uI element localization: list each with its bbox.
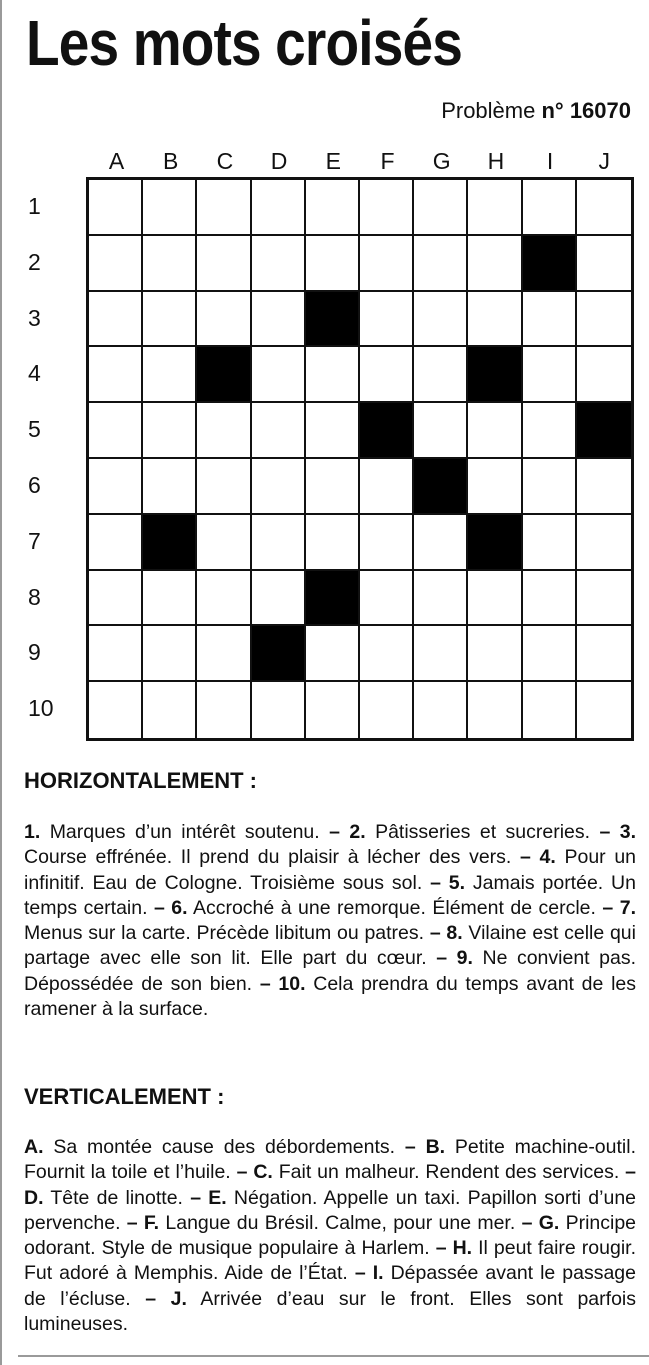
grid-cell[interactable]	[360, 626, 414, 682]
grid-cell[interactable]	[468, 292, 522, 348]
grid-cell[interactable]	[197, 459, 251, 515]
column-label: B	[163, 148, 179, 174]
clue-text: Négation. Appelle un taxi. Papillon sorti d’une pervenche.	[24, 1186, 637, 1234]
grid-cell[interactable]	[306, 682, 360, 738]
row-label: 2	[28, 248, 41, 275]
clue-text: Accroché à une remorque. Élément de cercle.	[192, 896, 596, 919]
grid-cell[interactable]	[577, 682, 631, 738]
clue-number: – C.	[236, 1161, 273, 1184]
grid-cell[interactable]	[252, 682, 306, 738]
row-label: 8	[28, 583, 41, 610]
grid-cell[interactable]	[577, 459, 631, 515]
vertical-clues	[24, 1135, 636, 1337]
grid-cell[interactable]	[468, 571, 522, 627]
grid-cell[interactable]	[252, 403, 306, 459]
grid-cell[interactable]	[523, 682, 577, 738]
grid-cell[interactable]	[577, 626, 631, 682]
grid-cell[interactable]	[252, 236, 306, 292]
black-cell	[468, 515, 522, 571]
grid-cell[interactable]	[252, 515, 306, 571]
clue-number: – 2.	[329, 821, 366, 843]
black-cell	[468, 347, 522, 403]
grid-cell[interactable]	[197, 236, 251, 292]
grid-cell[interactable]	[523, 571, 577, 627]
clue-text: Tête de linotte.	[50, 1186, 183, 1209]
clue-text: Vilaine est celle qui partage avec elle son lit. Elle part du cœur.	[24, 922, 636, 970]
grid-cell[interactable]	[89, 403, 143, 459]
column-label: F	[380, 148, 395, 174]
grid-cell[interactable]	[197, 403, 251, 459]
grid-cell[interactable]	[360, 347, 414, 403]
grid-cell[interactable]	[577, 571, 631, 627]
column-label: H	[487, 148, 505, 174]
clue-number: – B.	[404, 1136, 446, 1158]
row-label: 1	[28, 193, 41, 219]
grid-cell[interactable]	[197, 682, 251, 738]
grid-cell[interactable]	[468, 459, 522, 515]
grid-cell[interactable]	[414, 236, 468, 292]
row-label: 7	[28, 527, 41, 554]
grid-cell[interactable]	[143, 682, 197, 738]
problem-value: n° 16070	[541, 98, 631, 123]
horizontal-heading: HORIZONTALEMENT :	[24, 768, 258, 793]
grid-cell[interactable]	[360, 515, 414, 571]
clue-text: Langue du Brésil. Calme, pour une mer.	[165, 1211, 516, 1234]
grid-cell[interactable]	[89, 515, 143, 571]
grid-cell[interactable]	[577, 347, 631, 403]
grid-cell[interactable]	[143, 571, 197, 627]
column-label: E	[325, 148, 341, 174]
grid-cell[interactable]	[414, 571, 468, 627]
black-cell	[306, 292, 360, 348]
grid-cell[interactable]	[252, 292, 306, 348]
clue-text: Sa montée cause des débordements.	[53, 1136, 396, 1158]
grid-cell[interactable]	[523, 347, 577, 403]
grid-cell[interactable]	[414, 403, 468, 459]
grid-cell[interactable]	[360, 180, 414, 236]
grid-cell[interactable]	[468, 180, 522, 236]
grid-cell[interactable]	[468, 682, 522, 738]
clue-number: – I.	[354, 1262, 384, 1285]
grid-cell[interactable]	[89, 180, 143, 236]
column-label: C	[216, 148, 234, 174]
clue-number: – D.	[24, 1161, 637, 1209]
grid-cell[interactable]	[523, 459, 577, 515]
clue-number: – G.	[521, 1211, 560, 1234]
column-label: G	[432, 148, 451, 174]
clue-number: – H.	[435, 1237, 473, 1260]
clue-text: Cela prendra du temps avant de les ramener à la surface.	[24, 972, 637, 1021]
grid-cell[interactable]	[468, 626, 522, 682]
column-label: I	[546, 148, 554, 174]
grid-cell[interactable]	[577, 236, 631, 292]
grid-cell[interactable]	[89, 292, 143, 348]
clue-number: A.	[24, 1136, 44, 1158]
clue-number: – 9.	[436, 947, 473, 970]
clue-text: Jamais portée. Un temps certain.	[24, 871, 636, 919]
grid-cell[interactable]	[360, 682, 414, 738]
clue-number: – J.	[145, 1287, 187, 1310]
clue-number: – 3.	[599, 821, 637, 843]
clue-number: – 4.	[520, 846, 556, 869]
grid-cell[interactable]	[414, 626, 468, 682]
grid-cell[interactable]	[414, 347, 468, 403]
grid-cell[interactable]	[197, 515, 251, 571]
grid-cell[interactable]	[306, 180, 360, 236]
grid-cell[interactable]	[306, 515, 360, 571]
grid-cell[interactable]	[89, 236, 143, 292]
grid-cell[interactable]	[89, 459, 143, 515]
clue-number: – 10.	[259, 972, 306, 995]
clue-text: Course effrénée. Il prend du plaisir à lécher des vers.	[24, 846, 512, 869]
grid-cell[interactable]	[577, 515, 631, 571]
grid-cell[interactable]	[360, 571, 414, 627]
grid-cell[interactable]	[252, 180, 306, 236]
clue-text: Il peut faire rougir. Fut adoré à Memphis. Aide de l’État.	[24, 1237, 636, 1285]
clue-text: Principe odorant. Style de musique populaire à Harlem.	[24, 1211, 637, 1260]
column-label: J	[598, 148, 611, 174]
grid-cell[interactable]	[306, 236, 360, 292]
grid-cell[interactable]	[252, 459, 306, 515]
row-label: 5	[28, 416, 41, 443]
grid-cell[interactable]	[414, 292, 468, 348]
clue-text: Menus sur la carte. Précède libitum ou patres.	[24, 922, 425, 945]
grid-cell[interactable]	[414, 515, 468, 571]
vertical-heading: VERTICALEMENT :	[24, 1084, 225, 1109]
clue-text: Ne convient pas. Dépossédée de son bien.	[24, 947, 637, 995]
grid-cell[interactable]	[252, 571, 306, 627]
grid-cell[interactable]	[306, 626, 360, 682]
grid-cell[interactable]	[577, 180, 631, 236]
clue-text: Arrivée d’eau sur le front. Elles sont parfois lumineuses.	[24, 1287, 636, 1336]
black-cell	[414, 459, 468, 515]
row-label: 4	[28, 360, 41, 387]
grid-cell[interactable]	[143, 626, 197, 682]
black-cell	[360, 403, 414, 459]
grid-cell[interactable]	[523, 292, 577, 348]
grid-cell[interactable]	[523, 403, 577, 459]
grid-cell[interactable]	[523, 180, 577, 236]
clue-number: – 7.	[602, 896, 636, 919]
clue-text: Dépassée avant le passage de l’écluse.	[24, 1262, 637, 1310]
black-cell	[197, 347, 251, 403]
grid-cell[interactable]	[143, 403, 197, 459]
grid-cell[interactable]	[89, 347, 143, 403]
clue-text: Petite machine-outil. Fournit la toile et l’huile.	[24, 1136, 637, 1184]
problem-label: Problème	[441, 98, 536, 123]
clue-text: Marques d’un intérêt soutenu.	[49, 821, 320, 843]
grid-cell[interactable]	[197, 180, 251, 236]
black-cell	[306, 571, 360, 627]
grid-cell[interactable]	[577, 292, 631, 348]
grid-cell[interactable]	[197, 626, 251, 682]
clue-number: – F.	[126, 1211, 160, 1234]
grid-cell[interactable]	[89, 682, 143, 738]
problem-number	[441, 98, 631, 124]
grid-cell[interactable]	[468, 403, 522, 459]
grid-cell[interactable]	[523, 515, 577, 571]
clue-text: Fait un malheur. Rendent des services.	[278, 1161, 620, 1184]
grid-cell[interactable]	[89, 571, 143, 627]
grid-cell[interactable]	[360, 236, 414, 292]
grid-cell[interactable]	[89, 626, 143, 682]
bottom-rule	[18, 1355, 649, 1357]
clue-text: Pour un infinitif. Eau de Cologne. Troisième sous sol.	[24, 846, 637, 894]
clue-text: Pâtisseries et sucreries.	[375, 821, 591, 843]
left-rule	[0, 0, 2, 1365]
clue-number: – E.	[190, 1186, 227, 1209]
grid-cell[interactable]	[360, 292, 414, 348]
clue-number: 1.	[24, 821, 41, 843]
black-cell	[577, 403, 631, 459]
grid-cell[interactable]	[306, 403, 360, 459]
grid-cell[interactable]	[306, 347, 360, 403]
grid-cell[interactable]	[414, 682, 468, 738]
clue-number: – 8.	[429, 922, 463, 945]
column-label: D	[270, 148, 288, 174]
black-cell	[143, 515, 197, 571]
grid-cell[interactable]	[468, 236, 522, 292]
page-title: Les mots croisés	[26, 7, 462, 79]
row-label: 9	[28, 639, 41, 666]
row-label: 10	[28, 695, 54, 722]
row-label: 6	[28, 472, 41, 498]
grid-cell[interactable]	[306, 459, 360, 515]
clue-number: – 5.	[430, 871, 466, 894]
horizontal-clues	[24, 820, 636, 1022]
grid-cell[interactable]	[143, 347, 197, 403]
grid-cell[interactable]	[143, 236, 197, 292]
grid-cell[interactable]	[360, 459, 414, 515]
grid-cell[interactable]	[523, 626, 577, 682]
grid-cell[interactable]	[143, 459, 197, 515]
black-cell	[523, 236, 577, 292]
clue-number: – 6.	[153, 896, 188, 919]
grid-cell[interactable]	[197, 292, 251, 348]
row-label: 3	[28, 304, 41, 331]
grid-cell[interactable]	[143, 180, 197, 236]
grid-cell[interactable]	[143, 292, 197, 348]
column-label: A	[108, 148, 125, 174]
grid-cell[interactable]	[414, 180, 468, 236]
grid-cell[interactable]	[252, 347, 306, 403]
crossword-grid[interactable]	[86, 177, 634, 741]
black-cell	[252, 626, 306, 682]
grid-cell[interactable]	[197, 571, 251, 627]
